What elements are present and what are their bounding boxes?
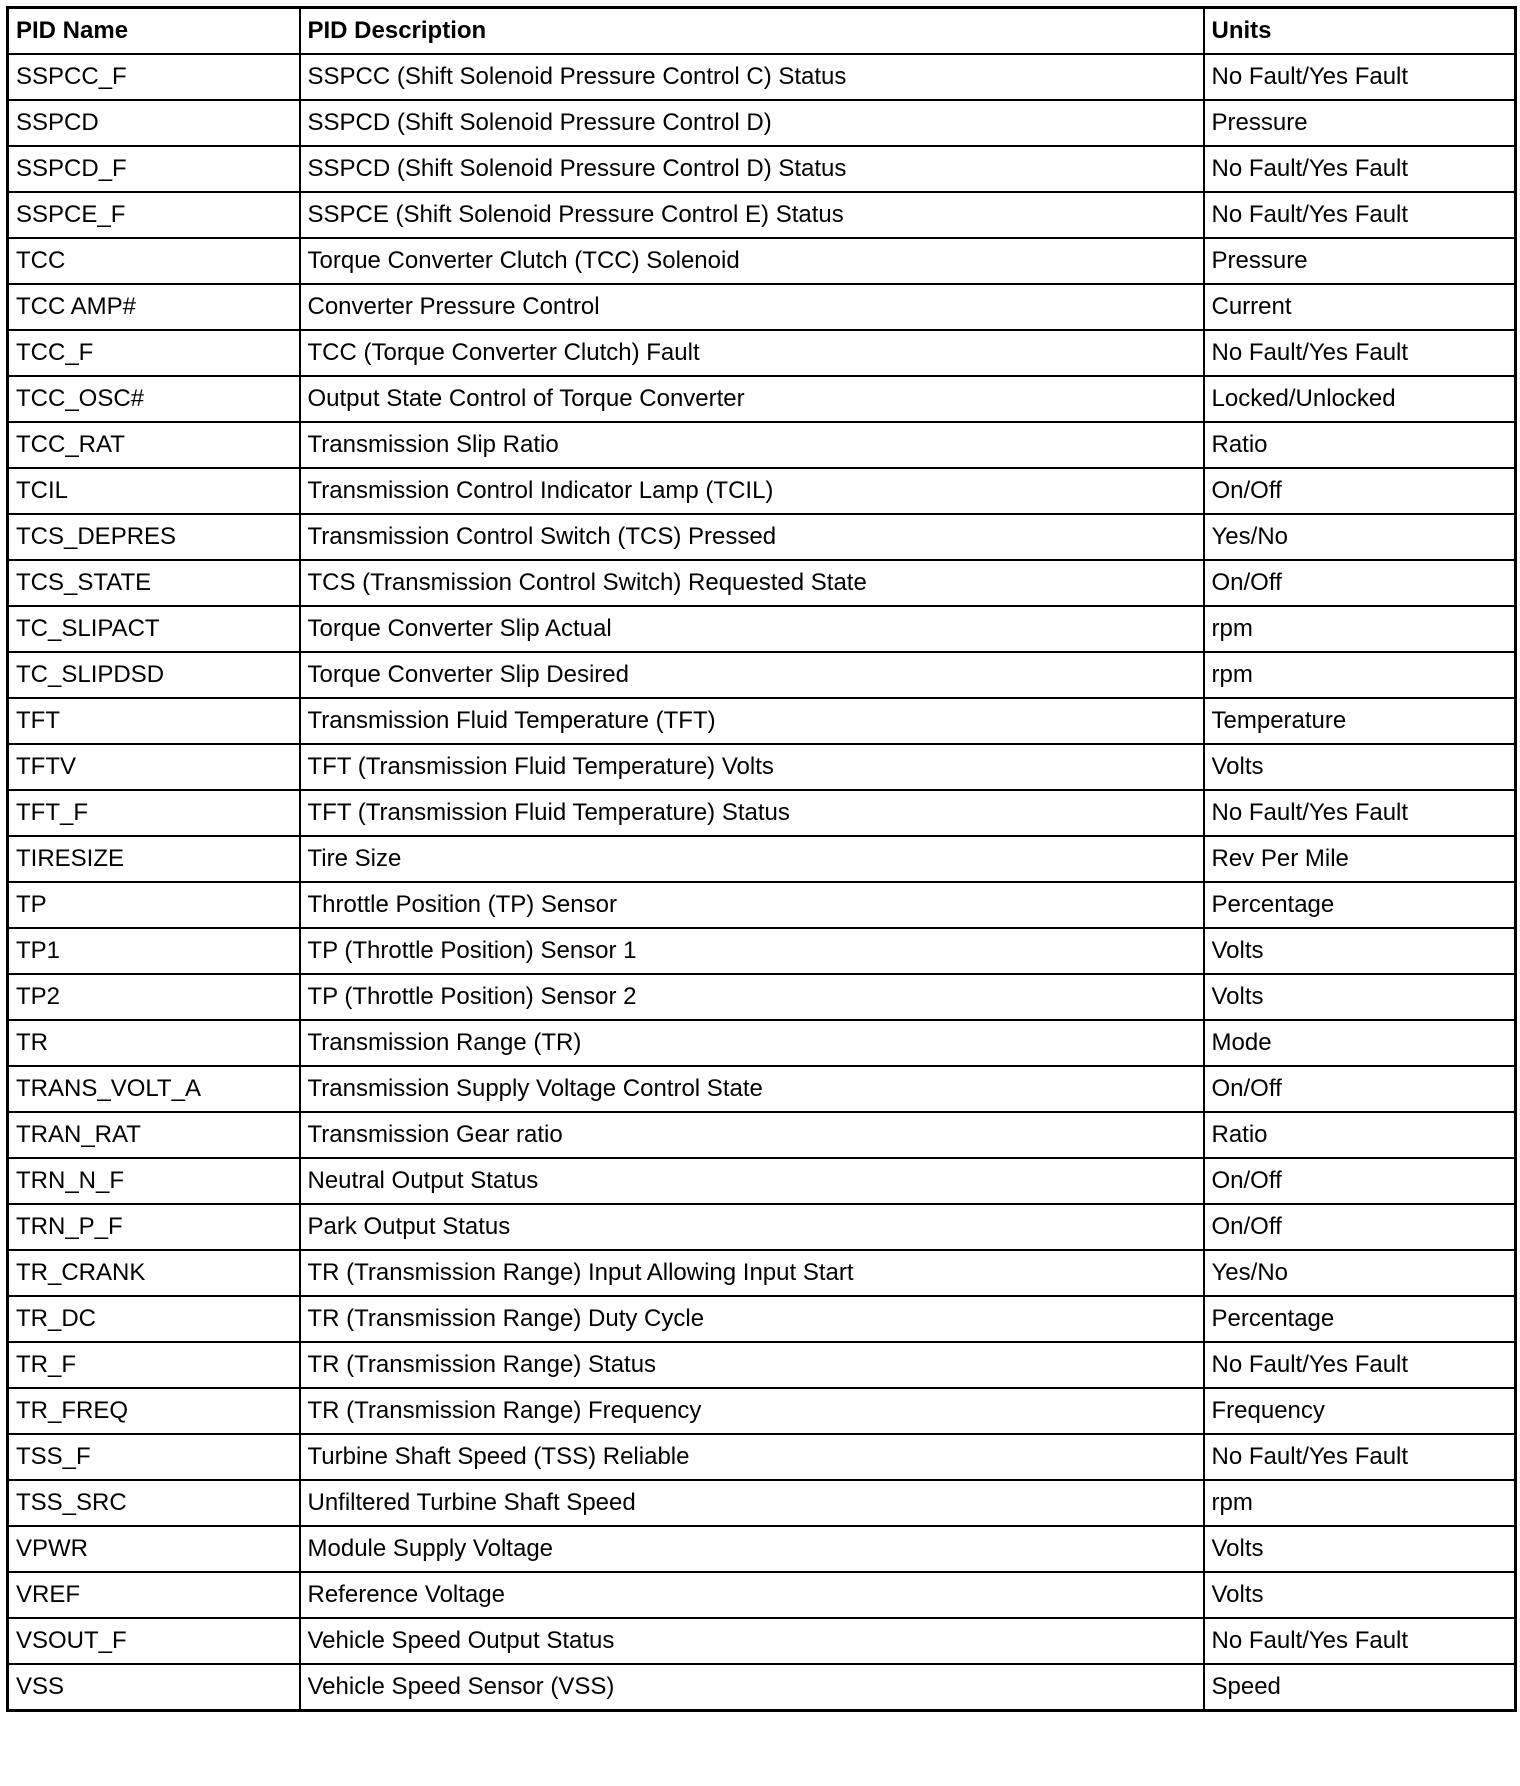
- pid-description-cell: Transmission Control Switch (TCS) Pressed: [300, 514, 1204, 560]
- pid-name-cell: TR_DC: [8, 1296, 300, 1342]
- units-cell: No Fault/Yes Fault: [1204, 1618, 1516, 1664]
- units-cell: No Fault/Yes Fault: [1204, 54, 1516, 100]
- pid-description-cell: Transmission Fluid Temperature (TFT): [300, 698, 1204, 744]
- pid-name-cell: VPWR: [8, 1526, 300, 1572]
- units-cell: Mode: [1204, 1020, 1516, 1066]
- pid-description-cell: TP (Throttle Position) Sensor 1: [300, 928, 1204, 974]
- table-row: [8, 1296, 1516, 1342]
- units-cell: Speed: [1204, 1664, 1516, 1711]
- pid-name-cell: TSS_F: [8, 1434, 300, 1480]
- table-row: [8, 1158, 1516, 1204]
- table-row: [8, 1204, 1516, 1250]
- units-cell: Volts: [1204, 1526, 1516, 1572]
- units-cell: Rev Per Mile: [1204, 836, 1516, 882]
- units-cell: On/Off: [1204, 560, 1516, 606]
- pid-name-cell: TR_CRANK: [8, 1250, 300, 1296]
- table-row: [8, 560, 1516, 606]
- units-cell: On/Off: [1204, 468, 1516, 514]
- units-cell: No Fault/Yes Fault: [1204, 146, 1516, 192]
- pid-description-cell: Module Supply Voltage: [300, 1526, 1204, 1572]
- pid-description-cell: Output State Control of Torque Converter: [300, 376, 1204, 422]
- pid-name-cell: TCS_STATE: [8, 560, 300, 606]
- units-cell: Frequency: [1204, 1388, 1516, 1434]
- units-cell: On/Off: [1204, 1066, 1516, 1112]
- pid-description-cell: Tire Size: [300, 836, 1204, 882]
- pid-name-cell: TR_FREQ: [8, 1388, 300, 1434]
- pid-description-cell: SSPCD (Shift Solenoid Pressure Control D) Status: [300, 146, 1204, 192]
- pid-description-cell: TR (Transmission Range) Frequency: [300, 1388, 1204, 1434]
- table-row: [8, 1112, 1516, 1158]
- units-cell: No Fault/Yes Fault: [1204, 1434, 1516, 1480]
- pid-name-cell: TIRESIZE: [8, 836, 300, 882]
- pid-description-cell: TFT (Transmission Fluid Temperature) Volts: [300, 744, 1204, 790]
- table-row: [8, 1388, 1516, 1434]
- pid-name-cell: TCC_F: [8, 330, 300, 376]
- table-row: [8, 146, 1516, 192]
- pid-description-cell: Vehicle Speed Output Status: [300, 1618, 1204, 1664]
- table-row: [8, 1020, 1516, 1066]
- table-row: [8, 606, 1516, 652]
- table-row: [8, 928, 1516, 974]
- pid-name-cell: SSPCC_F: [8, 54, 300, 100]
- table-row: [8, 1526, 1516, 1572]
- units-cell: rpm: [1204, 652, 1516, 698]
- pid-description-cell: Neutral Output Status: [300, 1158, 1204, 1204]
- units-cell: Percentage: [1204, 1296, 1516, 1342]
- header-pid-description: PID Description: [300, 8, 1204, 55]
- units-cell: On/Off: [1204, 1204, 1516, 1250]
- table-row: [8, 1066, 1516, 1112]
- pid-description-cell: Transmission Supply Voltage Control State: [300, 1066, 1204, 1112]
- pid-description-cell: TR (Transmission Range) Duty Cycle: [300, 1296, 1204, 1342]
- units-cell: Locked/Unlocked: [1204, 376, 1516, 422]
- pid-name-cell: TCC_RAT: [8, 422, 300, 468]
- table-row: [8, 192, 1516, 238]
- pid-description-cell: Reference Voltage: [300, 1572, 1204, 1618]
- pid-description-cell: Torque Converter Slip Desired: [300, 652, 1204, 698]
- pid-name-cell: TRANS_VOLT_A: [8, 1066, 300, 1112]
- pid-description-cell: Unfiltered Turbine Shaft Speed: [300, 1480, 1204, 1526]
- pid-name-cell: TCC_OSC#: [8, 376, 300, 422]
- table-row: [8, 974, 1516, 1020]
- pid-name-cell: VSOUT_F: [8, 1618, 300, 1664]
- pid-name-cell: TSS_SRC: [8, 1480, 300, 1526]
- table-row: [8, 514, 1516, 560]
- pid-name-cell: SSPCE_F: [8, 192, 300, 238]
- pid-description-cell: TFT (Transmission Fluid Temperature) Status: [300, 790, 1204, 836]
- table-row: [8, 376, 1516, 422]
- pid-description-cell: Torque Converter Slip Actual: [300, 606, 1204, 652]
- units-cell: Yes/No: [1204, 514, 1516, 560]
- pid-name-cell: TP1: [8, 928, 300, 974]
- pid-name-cell: TFTV: [8, 744, 300, 790]
- pid-description-cell: SSPCE (Shift Solenoid Pressure Control E) Status: [300, 192, 1204, 238]
- units-cell: Current: [1204, 284, 1516, 330]
- pid-description-cell: TCC (Torque Converter Clutch) Fault: [300, 330, 1204, 376]
- pid-name-cell: TRN_N_F: [8, 1158, 300, 1204]
- units-cell: Ratio: [1204, 1112, 1516, 1158]
- pid-description-cell: Converter Pressure Control: [300, 284, 1204, 330]
- pid-name-cell: TR_F: [8, 1342, 300, 1388]
- table-row: [8, 1572, 1516, 1618]
- units-cell: No Fault/Yes Fault: [1204, 192, 1516, 238]
- pid-description-cell: TR (Transmission Range) Input Allowing Input Start: [300, 1250, 1204, 1296]
- pid-description-cell: Transmission Control Indicator Lamp (TCIL): [300, 468, 1204, 514]
- pid-name-cell: SSPCD_F: [8, 146, 300, 192]
- table-row: [8, 882, 1516, 928]
- table-row: [8, 238, 1516, 284]
- header-units: Units: [1204, 8, 1516, 55]
- header-pid-name: PID Name: [8, 8, 300, 55]
- pid-name-cell: SSPCD: [8, 100, 300, 146]
- pid-name-cell: TR: [8, 1020, 300, 1066]
- units-cell: rpm: [1204, 1480, 1516, 1526]
- pid-description-cell: Transmission Gear ratio: [300, 1112, 1204, 1158]
- pid-description-cell: Transmission Slip Ratio: [300, 422, 1204, 468]
- pid-description-cell: SSPCC (Shift Solenoid Pressure Control C) Status: [300, 54, 1204, 100]
- table-row: [8, 1434, 1516, 1480]
- table-row: [8, 1618, 1516, 1664]
- table-row: [8, 1480, 1516, 1526]
- pid-name-cell: TC_SLIPACT: [8, 606, 300, 652]
- table-row: [8, 54, 1516, 100]
- table-row: [8, 100, 1516, 146]
- pid-name-cell: TFT: [8, 698, 300, 744]
- pid-name-cell: TP: [8, 882, 300, 928]
- pid-name-cell: TP2: [8, 974, 300, 1020]
- table-header-row: [8, 8, 1516, 55]
- units-cell: Volts: [1204, 744, 1516, 790]
- pid-description-cell: SSPCD (Shift Solenoid Pressure Control D): [300, 100, 1204, 146]
- units-cell: No Fault/Yes Fault: [1204, 330, 1516, 376]
- pid-name-cell: TCIL: [8, 468, 300, 514]
- units-cell: Volts: [1204, 928, 1516, 974]
- pid-table: [6, 6, 1517, 1712]
- pid-name-cell: VREF: [8, 1572, 300, 1618]
- pid-description-cell: TR (Transmission Range) Status: [300, 1342, 1204, 1388]
- table-row: [8, 1342, 1516, 1388]
- table-row: [8, 652, 1516, 698]
- table-row: [8, 284, 1516, 330]
- pid-description-cell: Turbine Shaft Speed (TSS) Reliable: [300, 1434, 1204, 1480]
- units-cell: No Fault/Yes Fault: [1204, 790, 1516, 836]
- units-cell: Pressure: [1204, 100, 1516, 146]
- table-row: [8, 836, 1516, 882]
- table-row: [8, 698, 1516, 744]
- units-cell: Temperature: [1204, 698, 1516, 744]
- pid-name-cell: TFT_F: [8, 790, 300, 836]
- pid-name-cell: TCC: [8, 238, 300, 284]
- units-cell: Yes/No: [1204, 1250, 1516, 1296]
- units-cell: rpm: [1204, 606, 1516, 652]
- units-cell: Volts: [1204, 974, 1516, 1020]
- pid-description-cell: TCS (Transmission Control Switch) Requested State: [300, 560, 1204, 606]
- table-row: [8, 422, 1516, 468]
- table-row: [8, 744, 1516, 790]
- pid-name-cell: TRAN_RAT: [8, 1112, 300, 1158]
- pid-description-cell: Transmission Range (TR): [300, 1020, 1204, 1066]
- units-cell: Percentage: [1204, 882, 1516, 928]
- pid-description-cell: Vehicle Speed Sensor (VSS): [300, 1664, 1204, 1711]
- table-body: [8, 54, 1516, 1711]
- units-cell: On/Off: [1204, 1158, 1516, 1204]
- pid-description-cell: Torque Converter Clutch (TCC) Solenoid: [300, 238, 1204, 284]
- pid-name-cell: TCC AMP#: [8, 284, 300, 330]
- pid-description-cell: TP (Throttle Position) Sensor 2: [300, 974, 1204, 1020]
- units-cell: Ratio: [1204, 422, 1516, 468]
- table-row: [8, 1664, 1516, 1711]
- pid-description-cell: Park Output Status: [300, 1204, 1204, 1250]
- pid-name-cell: TCS_DEPRES: [8, 514, 300, 560]
- table-row: [8, 790, 1516, 836]
- units-cell: No Fault/Yes Fault: [1204, 1342, 1516, 1388]
- pid-description-cell: Throttle Position (TP) Sensor: [300, 882, 1204, 928]
- table-row: [8, 330, 1516, 376]
- units-cell: Volts: [1204, 1572, 1516, 1618]
- pid-name-cell: TRN_P_F: [8, 1204, 300, 1250]
- table-row: [8, 468, 1516, 514]
- units-cell: Pressure: [1204, 238, 1516, 284]
- pid-name-cell: VSS: [8, 1664, 300, 1711]
- table-row: [8, 1250, 1516, 1296]
- pid-name-cell: TC_SLIPDSD: [8, 652, 300, 698]
